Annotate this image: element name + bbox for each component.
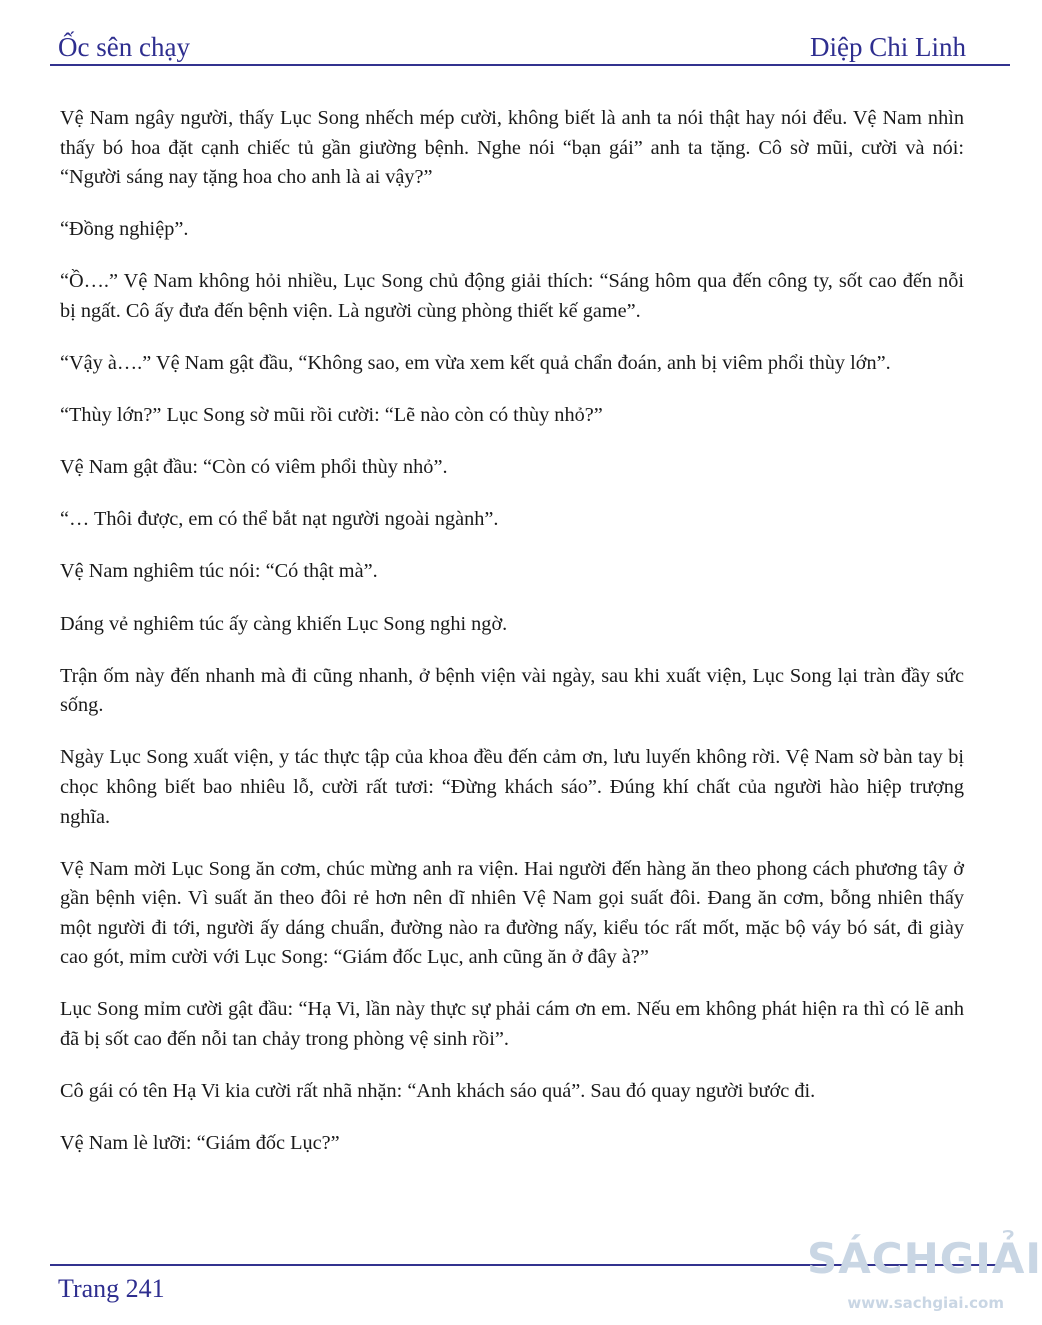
watermark-logo: SÁCHGIẢI: [807, 1234, 1042, 1283]
page-header: [58, 26, 966, 62]
paragraph: “Thùy lớn?” Lục Song sờ mũi rồi cười: “Lẽ nào còn có thùy nhỏ?”: [60, 404, 603, 427]
paragraph: Vệ Nam lè lưỡi: “Giám đốc Lục?”: [60, 1132, 340, 1155]
watermark-url: www.sachgiai.com: [847, 1294, 1004, 1312]
paragraph: Vệ Nam mời Lục Song ăn cơm, chúc mừng anh ra viện. Hai người đến hàng ăn theo phong cách phương tây ở gần bệnh viện. Vì suất ăn theo đôi rẻ hơn nên dĩ nhiên Vệ Nam gọi suất đôi. Đang ăn cơm, bỗng nhiên thấy một người đi tới, người ấy dáng chuẩn, đường nào ra đường nấy, kiểu tóc rất mốt, mặc bộ váy bó sát, đi giày cao gót, mỉm cười với Lục Song: “Giám đốc Lục, anh cũng ăn ở đây à?”: [60, 857, 964, 969]
paragraph: Lục Song mỉm cười gật đầu: “Hạ Vi, lần này thực sự phải cám ơn em. Nếu em không phát hiện ra thì có lẽ anh đã bị sốt cao đến nỗi tan chảy trong phòng vệ sinh rồi”.: [60, 998, 964, 1051]
page-body: [60, 104, 964, 1181]
paragraph: Ngày Lục Song xuất viện, y tác thực tập của khoa đều đến cảm ơn, lưu luyến không rời. Vệ Nam sờ bàn tay bị chọc không biết bao nhiêu lỗ, cười rất tươi: “Đừng khách sáo”. Đúng khí chất của người hào hiệp trượng nghĩa.: [60, 746, 964, 828]
paragraph: Trận ốm này đến nhanh mà đi cũng nhanh, ở bệnh viện vài ngày, sau khi xuất viện, Lục Song lại tràn đầy sức sống.: [60, 664, 964, 717]
paragraph: Vệ Nam gật đầu: “Còn có viêm phổi thùy nhỏ”.: [60, 456, 448, 479]
paragraph: Cô gái có tên Hạ Vi kia cười rất nhã nhặn: “Anh khách sáo quá”. Sau đó quay người bước đi.: [60, 1080, 816, 1103]
paragraph: Vệ Nam nghiêm túc nói: “Có thật mà”.: [60, 560, 378, 583]
paragraph: Dáng vẻ nghiêm túc ấy càng khiến Lục Song nghi ngờ.: [60, 612, 508, 635]
header-divider: [50, 64, 1010, 66]
watermark: [807, 1226, 1042, 1321]
page-number: Trang 241: [58, 1274, 165, 1303]
paragraph: “… Thôi được, em có thể bắt nạt người ngoài ngành”.: [60, 508, 499, 531]
author-name: Diệp Chi Linh: [810, 32, 966, 62]
paragraph: Vệ Nam ngây người, thấy Lục Song nhếch mép cười, không biết là anh ta nói thật hay nói đểu. Vệ Nam nhìn thấy bó hoa đặt cạnh chiếc tủ gần giường bệnh. Nghe nói “bạn gái” anh ta tặng. Cô sờ mũi, cười và nói: “Người sáng nay tặng hoa cho anh là ai vậy?”: [60, 107, 964, 189]
book-title: Ốc sên chạy: [58, 32, 190, 62]
paragraph: “Đồng nghiệp”.: [60, 218, 189, 241]
paragraph: “Vậy à….” Vệ Nam gật đầu, “Không sao, em vừa xem kết quả chẩn đoán, anh bị viêm phổi thùy lớn”.: [60, 352, 891, 375]
paragraph: “Ồ….” Vệ Nam không hỏi nhiều, Lục Song chủ động giải thích: “Sáng hôm qua đến công ty, sốt cao đến nỗi bị ngất. Cô ấy đưa đến bệnh viện. Là người cùng phòng thiết kế game”.: [60, 270, 964, 322]
